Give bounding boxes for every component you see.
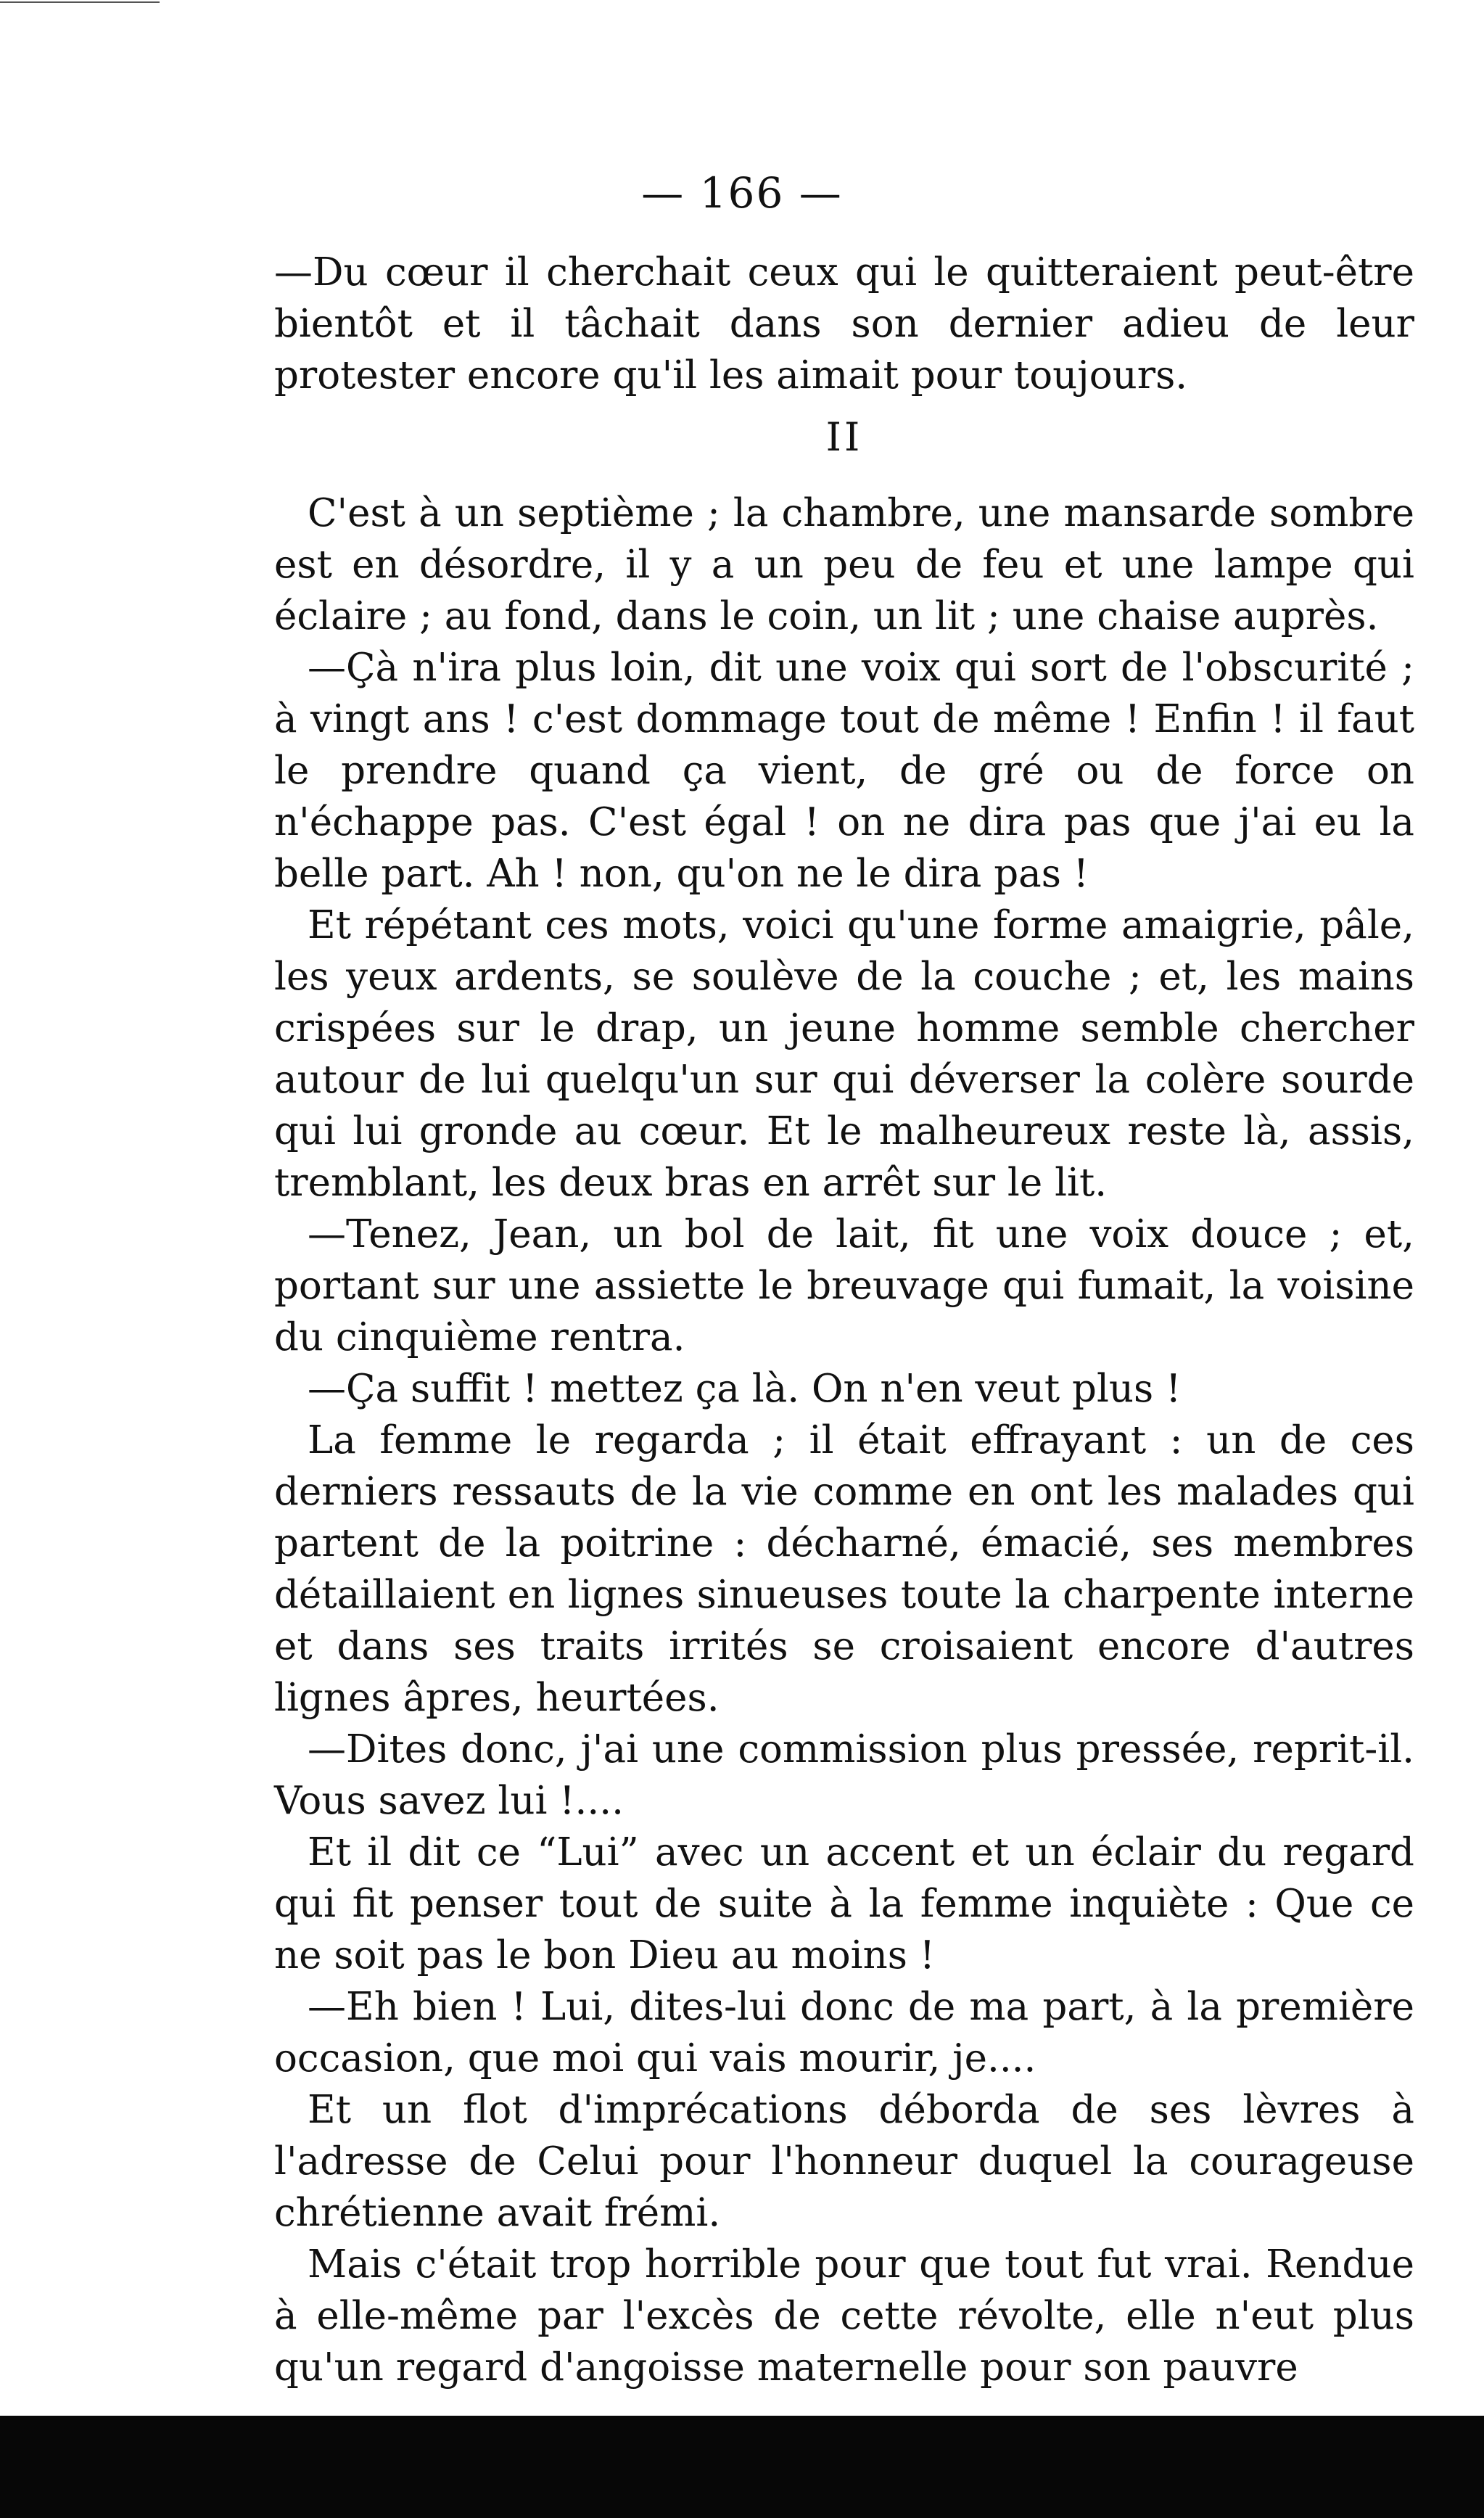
paragraph-1: —Du cœur il cherchait ceux qui le quitteraient peut-être bientôt et il tâchait dans son dernier adieu de leur protester encore qu'il les aimait pour toujours. [274,250,1414,398]
paragraph-12: Mais c'était trop horrible pour que tout fut vrai. Rendue à elle-même par l'excès de cette révolte, elle n'eut plus qu'un regard d'angoisse maternelle pour son pauvre [274,2242,1414,2390]
section-heading: II [825,414,863,460]
paragraph-4: Et répétant ces mots, voici qu'une forme amaigrie, pâle, les yeux ardents, se soulève de la couche ; et, les mains crispées sur le drap, un jeune homme semble chercher autour de lui quelqu'un sur qui déverser la colère sourde qui lui gronde au cœur. Et le malheureux reste là, assis, tremblant, les deux bras en arrêt sur le lit. [274,903,1414,1205]
paragraph-10: —Eh bien ! Lui, dites-lui donc de ma part, à la première occasion, que moi qui vais mourir, je.... [274,1985,1414,2081]
page-number: — 166 — [641,168,843,218]
scan-bottom-bar [0,2416,1484,2518]
paragraph-5: —Tenez, Jean, un bol de lait, fit une voix douce ; et, portant sur une assiette le breuvage qui fumait, la voisine du cinquième rentra. [274,1212,1414,1359]
top-edge-rule [0,1,160,3]
paragraph-2: C'est à un septième ; la chambre, une mansarde sombre est en désordre, il y a un peu de feu et une lampe qui éclaire ; au fond, dans le coin, un lit ; une chaise auprès. [274,491,1414,638]
paragraph-8: —Dites donc, j'ai une commission plus pressée, reprit-il. Vous savez lui !.... [274,1727,1414,1823]
paragraph-6: —Ça suffit ! mettez ça là. On n'en veut plus ! [308,1367,1182,1411]
body-text [274,247,1414,2393]
paragraph-3: —Çà n'ira plus loin, dit une voix qui sort de l'obscurité ; à vingt ans ! c'est dommage tout de même ! Enfin ! il faut le prendre quand ça vient, de gré ou de force on n'échappe pas. C'est égal ! on ne dira pas que j'ai eu la belle part. Ah ! non, qu'on ne le dira pas ! [274,646,1414,896]
paragraph-7: La femme le regarda ; il était effrayant : un de ces derniers ressauts de la vie comme en ont les malades qui partent de la poitrine : décharné, émacié, ses membres détaillaient en lignes sinueuses toute la charpente interne et dans ses traits irrités se croisaient encore d'autres lignes âpres, heurtées. [274,1418,1414,1720]
paragraph-9: Et il dit ce “Lui” avec un accent et un éclair du regard qui fit penser tout de suite à la femme inquiète : Que ce ne soit pas le bon Dieu au moins ! [274,1830,1414,1978]
paragraph-11: Et un flot d'imprécations déborda de ses lèvres à l'adresse de Celui pour l'honneur duquel la courageuse chrétienne avait frémi. [274,2088,1414,2235]
